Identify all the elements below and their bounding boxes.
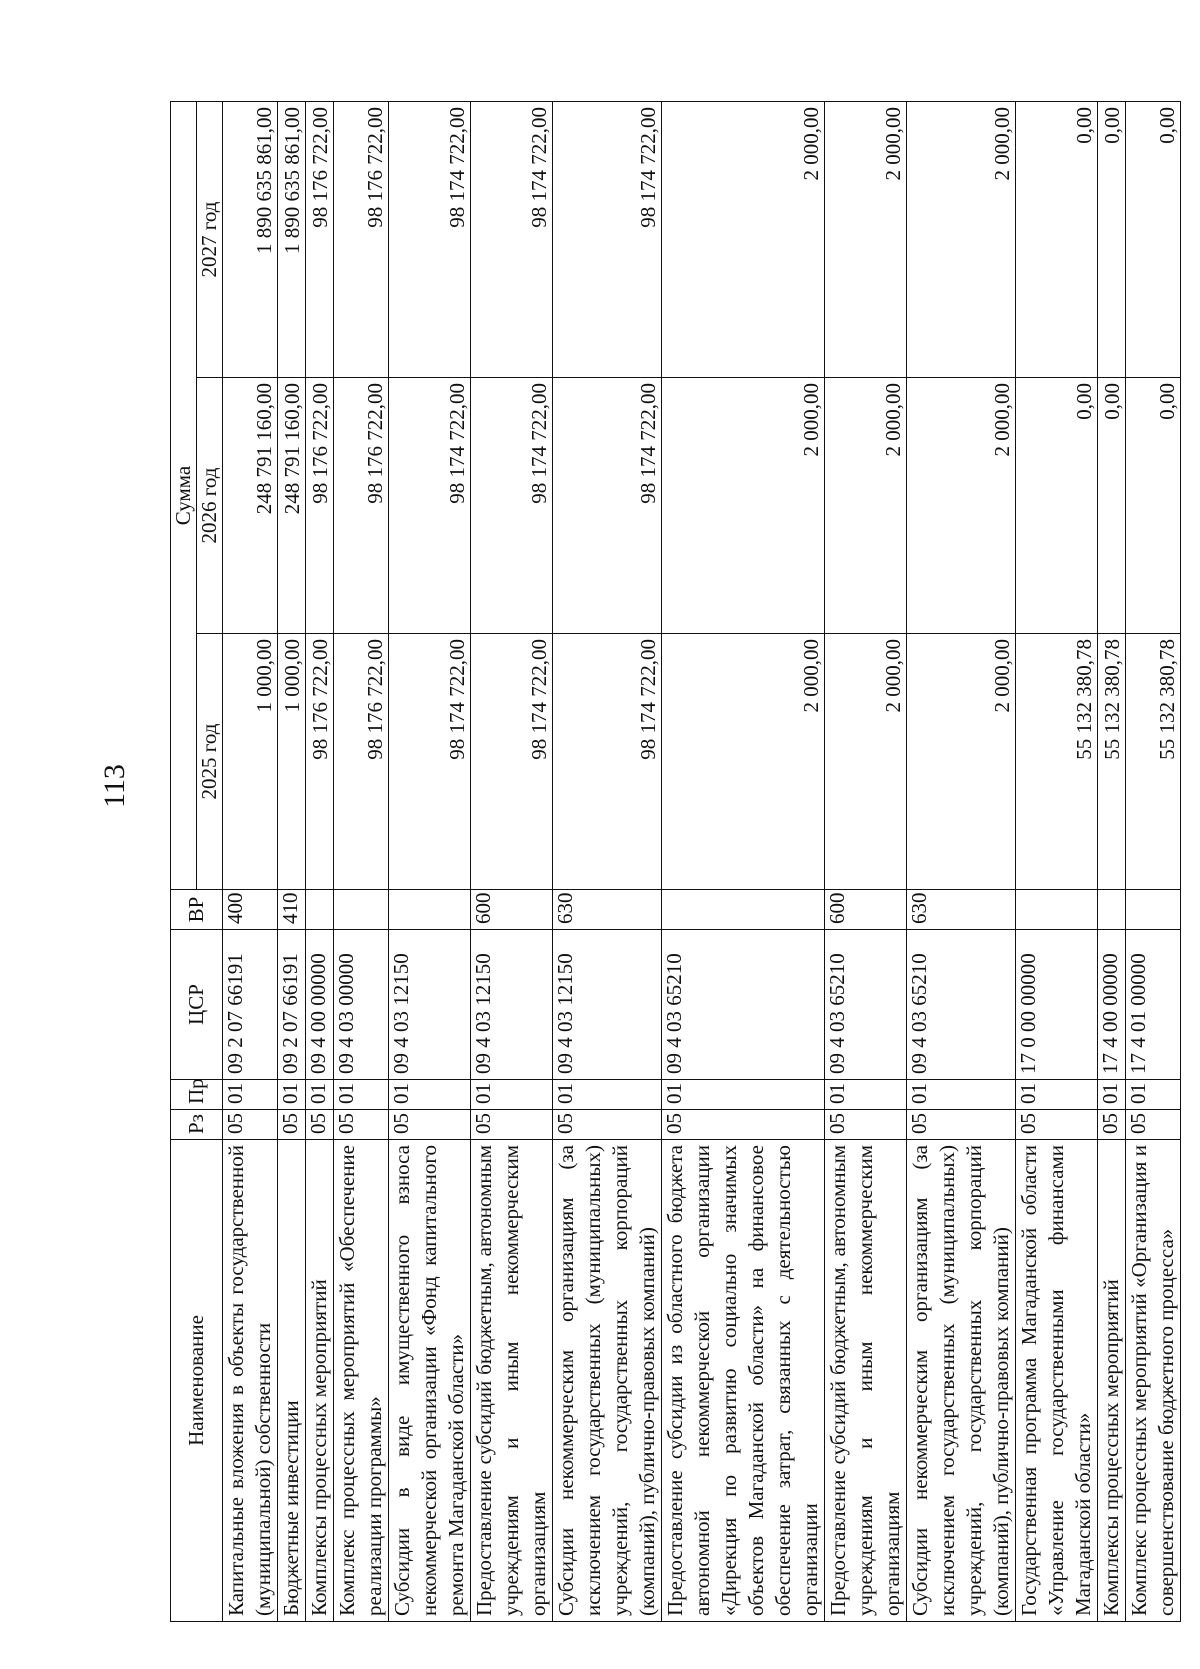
row-2027: 1 890 635 861,00: [278, 101, 306, 377]
row-vr: 600: [471, 890, 553, 930]
table-row: [278, 101, 306, 1621]
row-2025: 55 132 380,78: [1016, 634, 1098, 890]
row-2027: 2 000,00: [907, 101, 1016, 377]
row-2027: 1 890 635 861,00: [223, 101, 278, 377]
header-sum: Сумма: [171, 101, 197, 889]
row-2025: 98 176 722,00: [306, 634, 334, 890]
row-csr: 17 4 00 00000: [1098, 930, 1126, 1080]
row-rz: 05: [389, 1110, 471, 1140]
row-2027: 0,00: [1016, 101, 1098, 377]
row-rz: 05: [223, 1110, 278, 1140]
row-rz: 05: [825, 1110, 907, 1140]
row-vr: [662, 890, 825, 930]
row-2026: 98 174 722,00: [389, 378, 471, 634]
row-2027: 0,00: [1098, 101, 1126, 377]
table-row: [1098, 101, 1126, 1621]
row-2025: 98 176 722,00: [334, 634, 389, 890]
row-rz: 05: [553, 1110, 662, 1140]
row-pr: 01: [825, 1080, 907, 1110]
table-row: [389, 101, 471, 1621]
header-row-top: [171, 101, 197, 1621]
row-rz: 05: [306, 1110, 334, 1140]
row-name: Капитальные вложения в объекты государственной (муниципальной) собственности: [223, 1140, 278, 1622]
row-2025: 55 132 380,78: [1098, 634, 1126, 890]
row-2026: 98 176 722,00: [334, 378, 389, 634]
table-row: [907, 101, 1016, 1621]
row-pr: 01: [1126, 1080, 1181, 1110]
row-name: Субсидии некоммерческим организациям (за исключением государственных (муниципальных) учреждений, государственных корпораций (компаний), публично-правовых компаний): [553, 1140, 662, 1622]
row-vr: [1016, 890, 1098, 930]
row-csr: 09 4 03 12150: [471, 930, 553, 1080]
row-rz: 05: [1126, 1110, 1181, 1140]
row-2026: 2 000,00: [825, 378, 907, 634]
table-row: [306, 101, 334, 1621]
row-csr: 17 0 00 00000: [1016, 930, 1098, 1080]
row-csr: 09 2 07 66191: [223, 930, 278, 1080]
row-2026: 0,00: [1098, 378, 1126, 634]
row-pr: 01: [662, 1080, 825, 1110]
row-2025: 1 000,00: [278, 634, 306, 890]
row-pr: 01: [1016, 1080, 1098, 1110]
row-rz: 05: [1098, 1110, 1126, 1140]
row-2026: 2 000,00: [907, 378, 1016, 634]
row-name: Комплекс процессных мероприятий «Обеспечение реализации программы»: [334, 1140, 389, 1622]
row-name: Комплекс процессных мероприятий «Организация и совершенствование бюджетного процесса»: [1126, 1140, 1181, 1622]
row-name: Предоставление субсидии из областного бюджета автономной некоммерческой организации «Дирекция по развитию социально значимых объектов Магаданской области» на финансовое обеспечение затрат, связанных с деятельностью организации: [662, 1140, 825, 1622]
row-name: Предоставление субсидий бюджетным, автономным учреждениям и иным некоммерческим организациям: [825, 1140, 907, 1622]
row-2026: 2 000,00: [662, 378, 825, 634]
page-number: 113: [98, 764, 131, 808]
row-vr: [389, 890, 471, 930]
row-2026: 248 791 160,00: [278, 378, 306, 634]
row-2026: 0,00: [1016, 378, 1098, 634]
row-csr: 09 4 03 65210: [825, 930, 907, 1080]
row-csr: 09 2 07 66191: [278, 930, 306, 1080]
row-vr: 630: [553, 890, 662, 930]
budget-table: [170, 101, 1181, 1622]
header-csr: ЦСР: [171, 930, 223, 1080]
row-vr: [306, 890, 334, 930]
row-rz: 05: [662, 1110, 825, 1140]
row-rz: 05: [278, 1110, 306, 1140]
row-2025: 98 174 722,00: [553, 634, 662, 890]
table-row: [553, 101, 662, 1621]
rotated-table-container: [170, 102, 1179, 1622]
header-2027: 2027 год: [197, 101, 223, 377]
table-row: [1016, 101, 1098, 1621]
row-2027: 2 000,00: [825, 101, 907, 377]
row-vr: [1126, 890, 1181, 930]
row-pr: 01: [389, 1080, 471, 1110]
row-pr: 01: [553, 1080, 662, 1110]
row-rz: 05: [334, 1110, 389, 1140]
row-vr: 630: [907, 890, 1016, 930]
row-2025: 55 132 380,78: [1126, 634, 1181, 890]
row-vr: [1098, 890, 1126, 930]
row-2025: 2 000,00: [907, 634, 1016, 890]
row-name: Бюджетные инвестиции: [278, 1140, 306, 1622]
row-2027: 2 000,00: [662, 101, 825, 377]
row-pr: 01: [334, 1080, 389, 1110]
row-name: Комплексы процессных мероприятий: [1098, 1140, 1126, 1622]
row-name: Государственная программа Магаданской области «Управление государственными финансами Магаданской области»: [1016, 1140, 1098, 1622]
row-2025: 1 000,00: [223, 634, 278, 890]
row-2027: 0,00: [1126, 101, 1181, 377]
row-name: Комплексы процессных мероприятий: [306, 1140, 334, 1622]
row-pr: 01: [223, 1080, 278, 1110]
row-vr: [334, 890, 389, 930]
header-vr: ВР: [171, 890, 223, 930]
row-2026: 248 791 160,00: [223, 378, 278, 634]
row-pr: 01: [1098, 1080, 1126, 1110]
row-csr: 09 4 03 00000: [334, 930, 389, 1080]
row-pr: 01: [907, 1080, 1016, 1110]
header-rz: Рз: [171, 1110, 223, 1140]
table-row: [662, 101, 825, 1621]
row-2026: 98 174 722,00: [553, 378, 662, 634]
row-csr: 17 4 01 00000: [1126, 930, 1181, 1080]
row-name: Предоставление субсидий бюджетным, автономным учреждениям и иным некоммерческим организациям: [471, 1140, 553, 1622]
row-csr: 09 4 03 65210: [907, 930, 1016, 1080]
row-2026: 98 176 722,00: [306, 378, 334, 634]
row-vr: 600: [825, 890, 907, 930]
header-pr: Пр: [171, 1080, 223, 1110]
row-pr: 01: [278, 1080, 306, 1110]
row-2025: 98 174 722,00: [471, 634, 553, 890]
row-rz: 05: [1016, 1110, 1098, 1140]
row-vr: 410: [278, 890, 306, 930]
header-name: Наименование: [171, 1140, 223, 1622]
row-name: Субсидии в виде имущественного взноса некоммерческой организации «Фонд капитального ремонта Магаданской области»: [389, 1140, 471, 1622]
row-rz: 05: [907, 1110, 1016, 1140]
row-2027: 98 176 722,00: [334, 101, 389, 377]
header-2025: 2025 год: [197, 634, 223, 890]
row-csr: 09 4 03 12150: [553, 930, 662, 1080]
table-row: [334, 101, 389, 1621]
row-2025: 2 000,00: [662, 634, 825, 890]
row-2027: 98 174 722,00: [389, 101, 471, 377]
table-row: [223, 101, 278, 1621]
row-csr: 09 4 00 00000: [306, 930, 334, 1080]
row-pr: 01: [306, 1080, 334, 1110]
row-rz: 05: [471, 1110, 553, 1140]
row-2027: 98 174 722,00: [471, 101, 553, 377]
row-2025: 2 000,00: [825, 634, 907, 890]
table-row: [471, 101, 553, 1621]
row-vr: 400: [223, 890, 278, 930]
row-name: Субсидии некоммерческим организациям (за исключением государственных (муниципальных) учреждений, государственных корпораций (компаний), публично-правовых компаний): [907, 1140, 1016, 1622]
row-2027: 98 174 722,00: [553, 101, 662, 377]
row-2026: 0,00: [1126, 378, 1181, 634]
row-2025: 98 174 722,00: [389, 634, 471, 890]
table-row: [825, 101, 907, 1621]
header-2026: 2026 год: [197, 378, 223, 634]
row-2027: 98 176 722,00: [306, 101, 334, 377]
row-pr: 01: [471, 1080, 553, 1110]
row-csr: 09 4 03 65210: [662, 930, 825, 1080]
table-row: [1126, 101, 1181, 1621]
row-csr: 09 4 03 12150: [389, 930, 471, 1080]
row-2026: 98 174 722,00: [471, 378, 553, 634]
